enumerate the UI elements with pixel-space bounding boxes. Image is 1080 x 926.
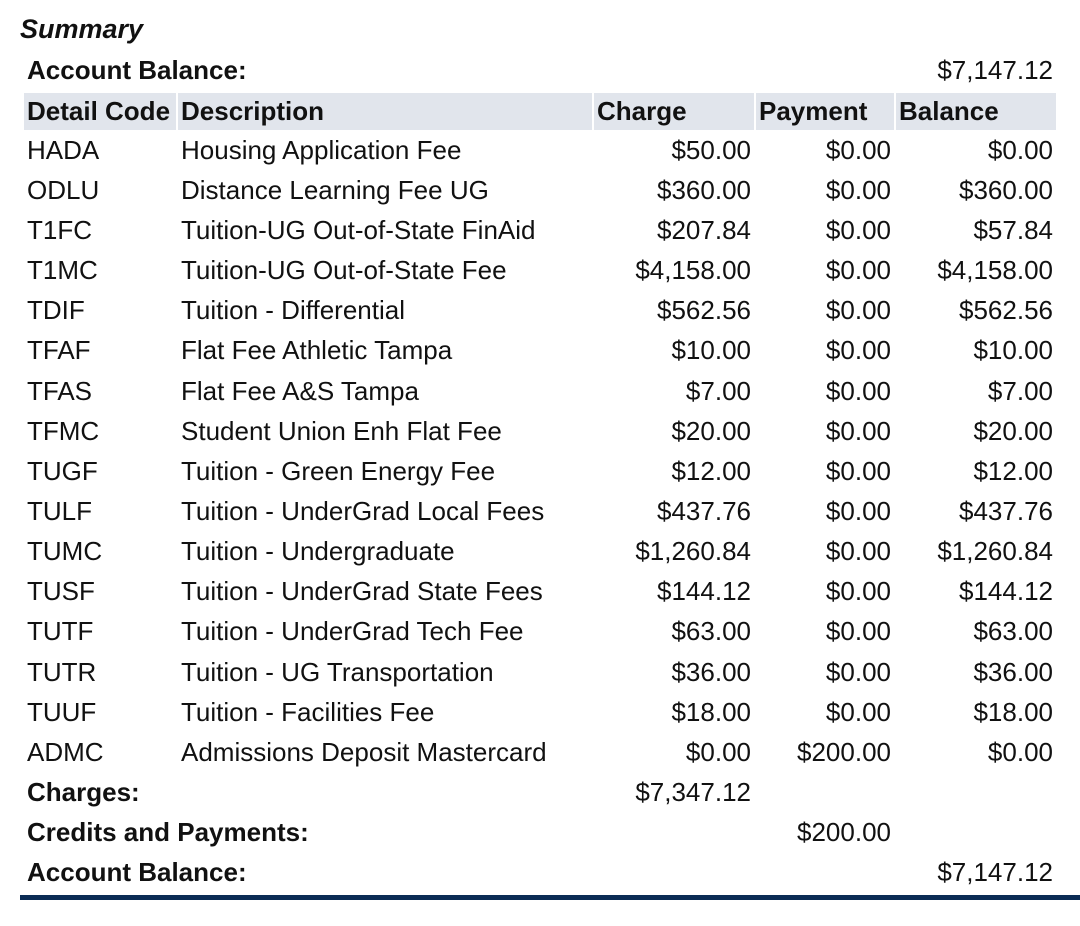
cell-payment: $0.00 [825,495,891,526]
cell-charge: $144.12 [657,576,751,607]
cell-charge: $207.84 [657,214,751,245]
cell-payment: $0.00 [825,415,891,446]
table-row [24,652,1056,692]
header-balance: Balance [896,93,1056,130]
cell-description: Tuition - Green Energy Fee [181,455,496,486]
cell-payment: $0.00 [825,375,891,406]
cell-payment: $0.00 [825,536,891,567]
cell-payment: $0.00 [825,616,891,647]
cell-code: HADA [27,134,100,165]
cell-balance: $0.00 [987,736,1053,767]
table-row [24,612,1056,652]
cell-description: Housing Application Fee [181,134,462,165]
header-payment: Payment [756,93,894,130]
total-row-credits [24,813,1056,853]
header-detail-code: Detail Code [24,93,176,130]
cell-charge: $63.00 [671,616,751,647]
cell-code: ODLU [27,174,100,205]
cell-code: TUTF [27,616,94,647]
credits-label: Credits and Payments: [27,817,309,848]
cell-charge: $36.00 [671,656,751,687]
cell-code: ADMC [27,736,104,767]
cell-payment: $200.00 [797,736,891,767]
table-row [24,331,1056,371]
table-row [24,130,1056,170]
table-row [24,251,1056,291]
cell-code: TUTR [27,656,97,687]
cell-charge: $20.00 [671,415,751,446]
account-summary-table [22,50,1058,893]
cell-balance: $12.00 [973,455,1053,486]
cell-payment: $0.00 [825,134,891,165]
table-row [24,572,1056,612]
cell-description: Distance Learning Fee UG [181,174,489,205]
table-row [24,411,1056,451]
cell-code: TUUF [27,696,97,727]
cell-description: Flat Fee A&S Tampa [181,375,419,406]
cell-code: TUMC [27,536,103,567]
total-row-charges [24,772,1056,812]
cell-payment: $0.00 [825,656,891,687]
cell-payment: $0.00 [825,455,891,486]
cell-code: TDIF [27,295,85,326]
table-row [24,291,1056,331]
cell-balance: $144.12 [959,576,1053,607]
table-header [24,93,1056,130]
cell-charge: $0.00 [685,736,751,767]
cell-description: Flat Fee Athletic Tampa [181,335,453,366]
table-row [24,692,1056,732]
cell-balance: $0.00 [987,134,1053,165]
cell-description: Tuition - Undergraduate [181,536,455,567]
cell-description: Tuition - UG Transportation [181,656,494,687]
balance-value: $7,147.12 [937,857,1053,888]
cell-charge: $437.76 [657,495,751,526]
cell-charge: $50.00 [671,134,751,165]
cell-code: TFAS [27,375,93,406]
cell-payment: $0.00 [825,255,891,286]
cell-charge: $7.00 [685,375,751,406]
cell-code: TFAF [27,335,91,366]
cell-description: Tuition - UnderGrad Tech Fee [181,616,524,647]
table-row [24,532,1056,572]
cell-balance: $4,158.00 [937,255,1053,286]
cell-balance: $18.00 [973,696,1053,727]
cell-description: Tuition - UnderGrad Local Fees [181,495,545,526]
header-charge: Charge [594,93,754,130]
table-row [24,732,1056,772]
cell-charge: $4,158.00 [635,255,751,286]
table-row [24,491,1056,531]
account-balance-value: $7,147.12 [937,54,1053,85]
cell-balance: $63.00 [973,616,1053,647]
cell-payment: $0.00 [825,335,891,366]
charges-value: $7,347.12 [635,776,751,807]
table-row [24,451,1056,491]
cell-charge: $562.56 [657,295,751,326]
cell-description: Tuition - Differential [181,295,405,326]
header-description: Description [178,93,592,130]
cell-code: T1MC [27,255,98,286]
cell-description: Student Union Enh Flat Fee [181,415,502,446]
cell-balance: $20.00 [973,415,1053,446]
cell-balance: $437.76 [959,495,1053,526]
summary-title: Summary [20,14,144,44]
balance-label: Account Balance: [27,857,247,888]
cell-description: Admissions Deposit Mastercard [181,736,547,767]
cell-code: TUGF [27,455,98,486]
cell-code: TUSF [27,576,95,607]
cell-description: Tuition-UG Out-of-State FinAid [181,214,536,245]
cell-charge: $10.00 [671,335,751,366]
cell-payment: $0.00 [825,214,891,245]
cell-code: T1FC [27,214,92,245]
cell-code: TULF [27,495,92,526]
cell-payment: $0.00 [825,576,891,607]
table-row [24,170,1056,210]
cell-charge: $18.00 [671,696,751,727]
table-row [24,210,1056,250]
cell-payment: $0.00 [825,696,891,727]
cell-balance: $36.00 [973,656,1053,687]
cell-charge: $360.00 [657,174,751,205]
cell-code: TFMC [27,415,100,446]
total-row-balance [24,853,1056,893]
bottom-divider [20,895,1080,900]
cell-payment: $0.00 [825,174,891,205]
cell-balance: $360.00 [959,174,1053,205]
cell-balance: $562.56 [959,295,1053,326]
cell-payment: $0.00 [825,295,891,326]
cell-description: Tuition - Facilities Fee [181,696,435,727]
cell-description: Tuition-UG Out-of-State Fee [181,255,507,286]
cell-charge: $1,260.84 [635,536,751,567]
credits-value: $200.00 [797,817,891,848]
table-row [24,371,1056,411]
account-balance-label: Account Balance: [27,54,247,85]
cell-balance: $7.00 [987,375,1053,406]
cell-description: Tuition - UnderGrad State Fees [181,576,543,607]
account-balance-row [24,50,1056,90]
cell-balance: $57.84 [973,214,1053,245]
cell-charge: $12.00 [671,455,751,486]
charges-label: Charges: [27,776,140,807]
cell-balance: $1,260.84 [937,536,1053,567]
cell-balance: $10.00 [973,335,1053,366]
